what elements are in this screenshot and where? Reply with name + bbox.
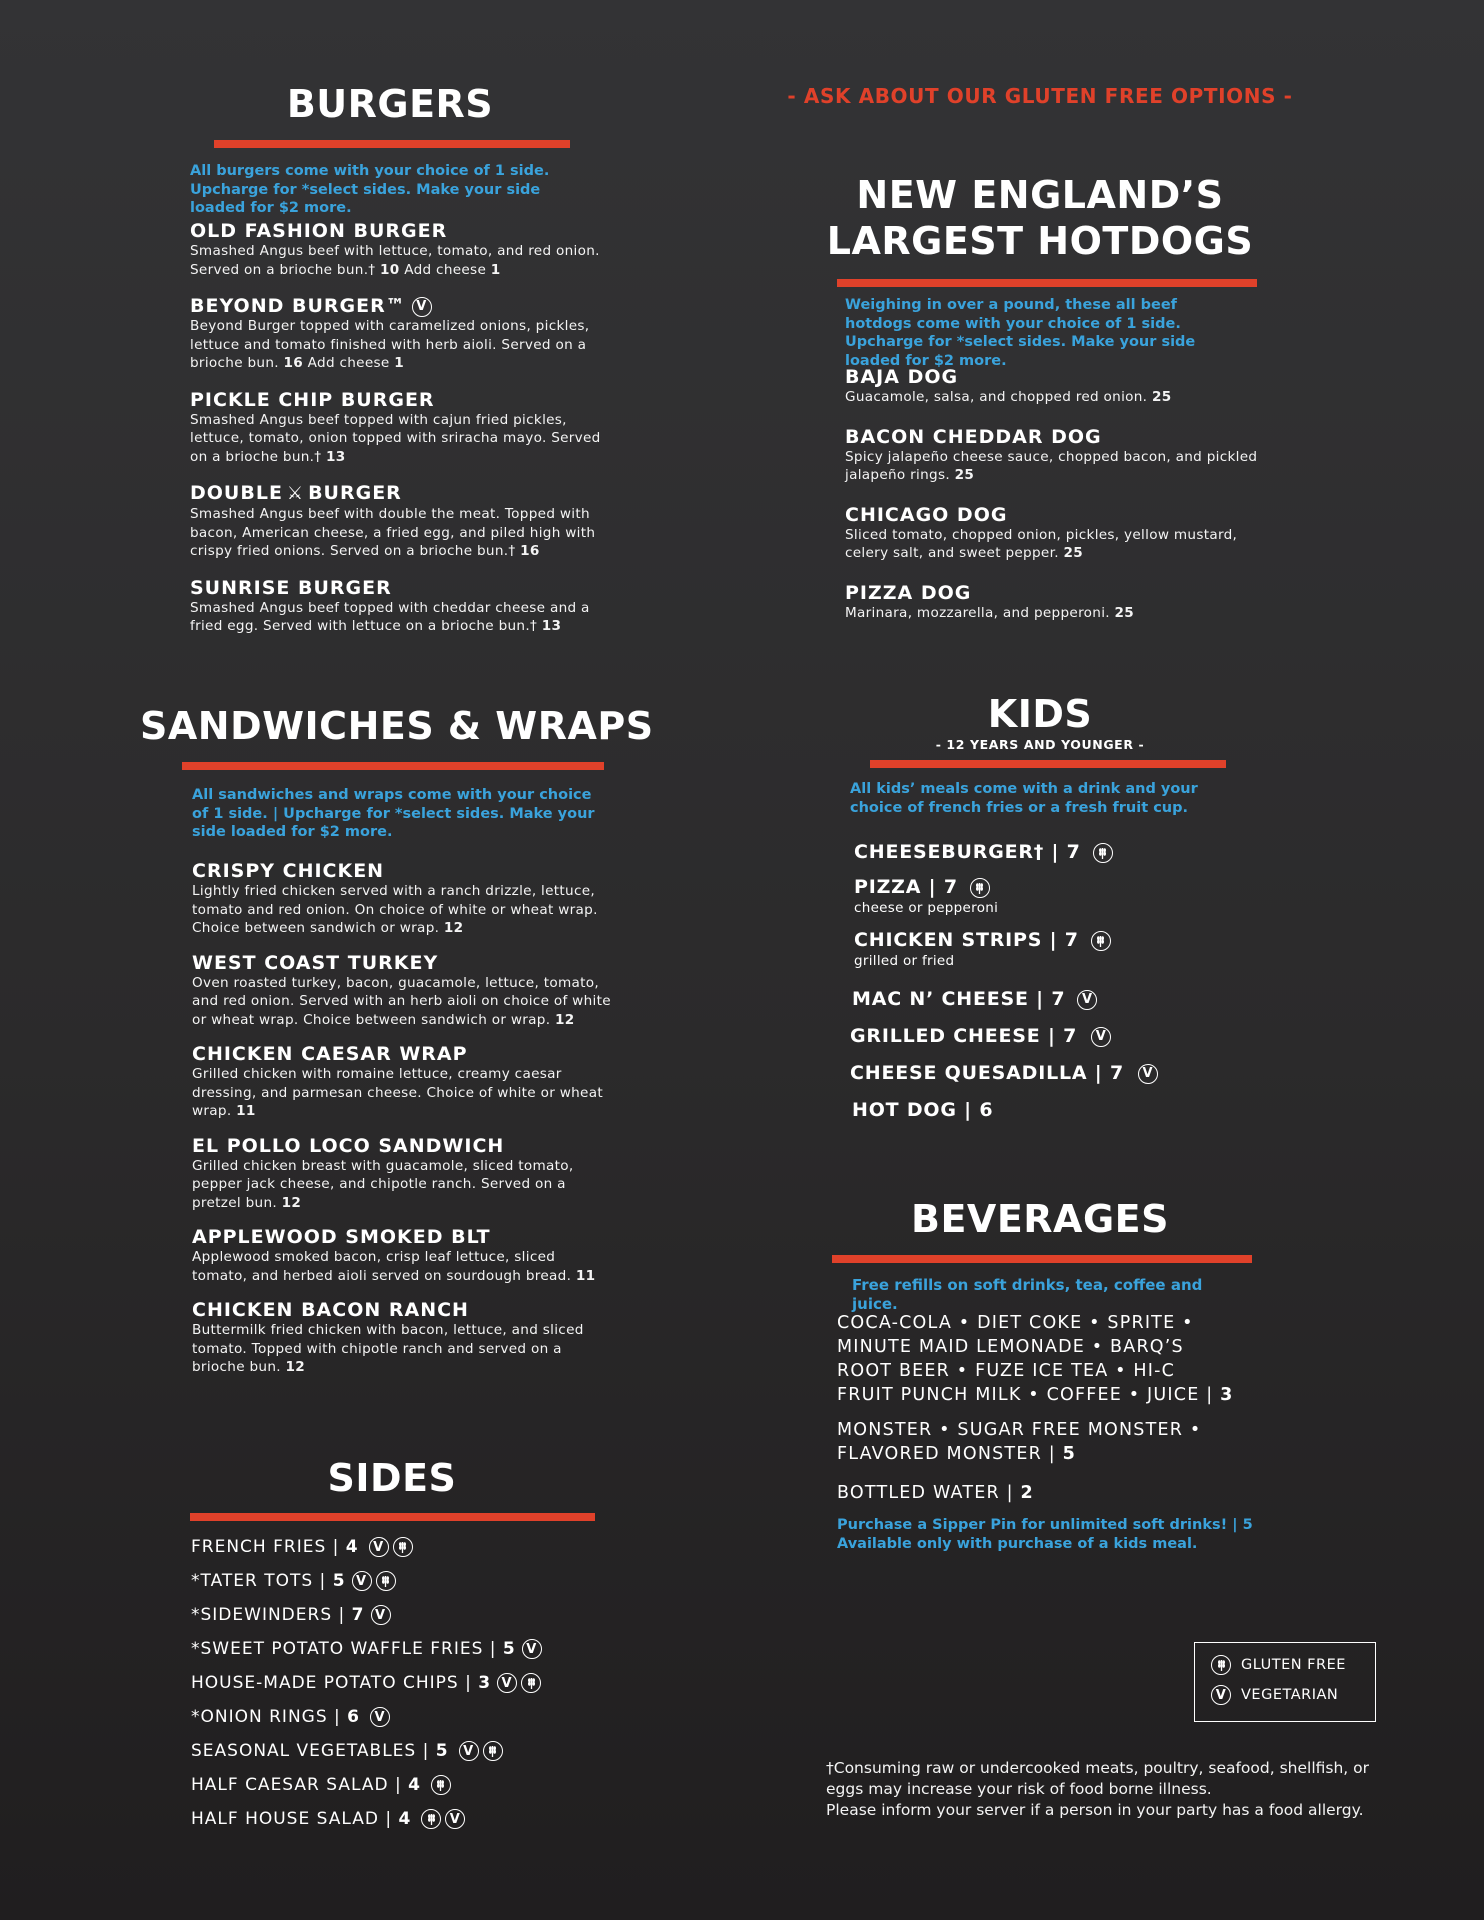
item-name: SUNRISE BURGER bbox=[190, 576, 392, 599]
item-name: CHICKEN CAESAR WRAP bbox=[192, 1043, 468, 1065]
kids-item: PIZZA | 7 cheese or pepperoni bbox=[854, 876, 999, 916]
menu-item bbox=[192, 1299, 612, 1377]
menu-item bbox=[190, 295, 610, 373]
burgers-divider bbox=[214, 140, 570, 148]
kids-item: GRILLED CHEESE | 7 V bbox=[850, 1025, 1111, 1047]
beverages-soft-drinks: COCA-COLA • DIET COKE • SPRITE • MINUTE MAID LEMONADE • BARQ’S ROOT BEER • FUZE ICE TEA • HI-C FRUIT PUNCH MILK • COFFEE • JUICE | 3 bbox=[837, 1313, 1234, 1405]
hotdogs-note: Weighing in over a pound, these all beef hotdogs come with your choice of 1 side. Upcharge for *select sides. Make your side loaded for $2 more. bbox=[845, 297, 1196, 369]
vegetarian-icon: V bbox=[370, 1707, 390, 1727]
side-item: HOUSE-MADE POTATO CHIPS | 3 V bbox=[191, 1673, 542, 1707]
kids-item: CHEESEBURGER† | 7 bbox=[854, 841, 1113, 863]
item-price: 10 bbox=[380, 261, 400, 278]
item-name: CHICAGO DOG bbox=[845, 503, 1008, 526]
kids-item-sub: grilled or fried bbox=[854, 953, 955, 969]
vegetarian-icon: V bbox=[1211, 1685, 1231, 1705]
menu-item bbox=[845, 582, 1265, 623]
item-desc: Smashed Angus beef with lettuce, tomato, and red onion. Served on a brioche bun.† 10 Add cheese 1 bbox=[190, 243, 600, 278]
side-item: *SIDEWINDERS | 7 V bbox=[191, 1605, 542, 1639]
vegetarian-icon: V bbox=[1091, 1027, 1111, 1047]
kids-divider bbox=[870, 760, 1226, 768]
item-desc: Lightly fried chicken served with a ranch drizzle, lettuce, tomato and red onion. On choice of white or wheat wrap. Choice between sandwich or wrap. 12 bbox=[192, 883, 598, 936]
kids-item: HOT DOG | 6 bbox=[852, 1099, 994, 1121]
gluten-free-banner: - ASK ABOUT OUR GLUTEN FREE OPTIONS - bbox=[787, 84, 1293, 108]
item-name: OLD FASHION BURGER bbox=[190, 220, 448, 242]
item-name: APPLEWOOD SMOKED BLT bbox=[192, 1226, 491, 1248]
icon-legend bbox=[1194, 1642, 1376, 1722]
burgers-list bbox=[190, 220, 610, 652]
sandwiches-note: All sandwiches and wraps come with your choice of 1 side. | Upcharge for *select sides. Make your side loaded for $2 more. bbox=[192, 787, 595, 840]
menu-item bbox=[190, 220, 610, 279]
side-item: HALF HOUSE SALAD | 4 V bbox=[191, 1809, 542, 1843]
item-desc: Buttermilk fried chicken with bacon, lettuce, and sliced tomato. Topped with chipotle ranch and served on a brioche bun. 12 bbox=[192, 1322, 584, 1375]
vegetarian-icon: V bbox=[369, 1537, 389, 1557]
item-desc: Grilled chicken with romaine lettuce, creamy caesar dressing, and parmesan cheese. Choice of white or wheat wrap. 11 bbox=[192, 1066, 603, 1119]
item-name: CRISPY CHICKEN bbox=[192, 860, 385, 882]
gluten-free-icon bbox=[1211, 1655, 1231, 1675]
sides-title: SIDES bbox=[327, 1456, 457, 1500]
menu-item bbox=[845, 426, 1265, 485]
kids-subtitle: - 12 YEARS AND YOUNGER - bbox=[935, 737, 1145, 752]
side-item: *SWEET POTATO WAFFLE FRIES | 5 V bbox=[191, 1639, 542, 1673]
gluten-free-icon bbox=[393, 1537, 413, 1557]
beverages-note: Free refills on soft drinks, tea, coffee and juice. bbox=[852, 1276, 1203, 1313]
vegetarian-icon: V bbox=[1077, 990, 1097, 1010]
menu-item bbox=[192, 1135, 612, 1213]
hotdogs-divider bbox=[837, 279, 1257, 287]
menu-item bbox=[192, 1226, 612, 1285]
sipper-pin-note: Purchase a Sipper Pin for unlimited soft drinks! | 5 Available only with purchase of a kids meal. bbox=[837, 1517, 1253, 1552]
vegetarian-icon: V bbox=[522, 1639, 542, 1659]
crossed-swords-icon: ⚔ bbox=[286, 483, 305, 504]
kids-title: KIDS bbox=[987, 692, 1093, 736]
item-name: CHICKEN BACON RANCH bbox=[192, 1299, 469, 1321]
item-name: PICKLE CHIP BURGER bbox=[190, 388, 435, 411]
item-name: WEST COAST TURKEY bbox=[192, 951, 439, 974]
vegetarian-icon: V bbox=[497, 1673, 517, 1693]
gluten-free-icon bbox=[521, 1673, 541, 1693]
menu-item bbox=[845, 366, 1265, 407]
sandwiches-title: SANDWICHES & WRAPS bbox=[140, 704, 654, 748]
burgers-note: All burgers come with your choice of 1 side. Upcharge for *select sides. Make your side loaded for $2 more. bbox=[190, 163, 550, 216]
vegetarian-icon: V bbox=[412, 297, 432, 317]
item-desc: Smashed Angus beef topped with cajun fried pickles, lettuce, tomato, onion topped with sriracha mayo. Served on a brioche bun.† 13 bbox=[190, 411, 601, 465]
item-name: BAJA DOG bbox=[845, 366, 959, 388]
beverages-divider bbox=[832, 1255, 1252, 1263]
menu-item bbox=[192, 1043, 612, 1121]
gluten-free-icon bbox=[970, 878, 990, 898]
vegetarian-icon: V bbox=[459, 1741, 479, 1761]
beverages-energy-drinks: MONSTER • SUGAR FREE MONSTER • FLAVORED MONSTER | 5 bbox=[837, 1420, 1202, 1464]
item-desc: Guacamole, salsa, and chopped red onion. 25 bbox=[845, 389, 1172, 405]
hotdogs-title: NEW ENGLAND’S LARGEST HOTDOGS bbox=[826, 173, 1254, 263]
kids-item: CHICKEN STRIPS | 7 grilled or fried bbox=[854, 929, 1111, 969]
side-item: HALF CAESAR SALAD | 4 bbox=[191, 1775, 542, 1809]
item-name: BACON CHEDDAR DOG bbox=[845, 425, 1102, 448]
item-desc: Smashed Angus beef with double the meat. Topped with bacon, American cheese, a fried egg, and piled high with crispy fried onions. Served on a brioche bun.† 16 bbox=[190, 506, 596, 559]
side-item: *TATER TOTS | 5 V bbox=[191, 1571, 542, 1605]
side-item: *ONION RINGS | 6 V bbox=[191, 1707, 542, 1741]
item-desc: Oven roasted turkey, bacon, guacamole, lettuce, tomato, and red onion. Served with an herb aioli on choice of white or wheat wrap. Choice between sandwich or wrap. 12 bbox=[192, 974, 611, 1028]
item-desc: Applewood smoked bacon, crisp leaf lettuce, sliced tomato, and herbed aioli served on sourdough bread. 11 bbox=[192, 1249, 596, 1284]
kids-note: All kids’ meals come with a drink and your choice of french fries or a fresh fruit cup. bbox=[850, 781, 1198, 816]
menu-item bbox=[190, 389, 610, 467]
menu-item bbox=[192, 952, 612, 1030]
beverages-title: BEVERAGES bbox=[911, 1197, 1169, 1241]
item-desc: Spicy jalapeño cheese sauce, chopped bacon, and pickled jalapeño rings. 25 bbox=[845, 448, 1258, 483]
item-desc: Grilled chicken breast with guacamole, sliced tomato, pepper jack cheese, and chipotle ranch. Served on a pretzel bun. 12 bbox=[192, 1157, 574, 1211]
beverages-water: BOTTLED WATER | 2 bbox=[837, 1483, 1034, 1503]
kids-item-sub: cheese or pepperoni bbox=[854, 900, 999, 916]
menu-item bbox=[845, 504, 1265, 563]
sides-list bbox=[191, 1537, 542, 1843]
gluten-free-icon bbox=[431, 1775, 451, 1795]
menu-item bbox=[190, 577, 610, 636]
vegetarian-icon: V bbox=[1138, 1064, 1158, 1084]
item-name: PIZZA DOG bbox=[845, 581, 972, 604]
side-item: FRENCH FRIES | 4 V bbox=[191, 1537, 542, 1571]
menu-item bbox=[192, 860, 612, 938]
sandwiches-list bbox=[192, 860, 612, 1393]
item-desc: Sliced tomato, chopped onion, pickles, yellow mustard, celery salt, and sweet pepper. 25 bbox=[845, 526, 1238, 561]
item-name: DOUBLE ⚔ BURGER bbox=[190, 482, 402, 504]
vegetarian-icon: V bbox=[371, 1605, 391, 1625]
sides-divider bbox=[190, 1513, 595, 1521]
food-safety-disclaimer: †Consuming raw or undercooked meats, poultry, seafood, shellfish, or eggs may increase your risk of food borne illness. Please inform your server if a person in your party has a food allergy. bbox=[826, 1759, 1370, 1819]
item-desc: Smashed Angus beef topped with cheddar cheese and a fried egg. Served with lettuce on a brioche bun.† 13 bbox=[190, 599, 590, 634]
legend-gluten-free: GLUTEN FREE bbox=[1241, 1657, 1346, 1673]
kids-item: MAC N’ CHEESE | 7 V bbox=[852, 988, 1097, 1010]
hotdogs-list bbox=[845, 366, 1265, 638]
gluten-free-icon bbox=[421, 1809, 441, 1829]
gluten-free-icon bbox=[1093, 843, 1113, 863]
gluten-free-icon bbox=[376, 1571, 396, 1591]
sandwiches-divider bbox=[182, 762, 604, 770]
vegetarian-icon: V bbox=[352, 1571, 372, 1591]
vegetarian-icon: V bbox=[445, 1809, 465, 1829]
item-desc: Beyond Burger topped with caramelized onions, pickles, lettuce and tomato finished with herb aioli. Served on a brioche bun. 16 Add cheese 1 bbox=[190, 318, 590, 371]
menu-item bbox=[190, 482, 610, 561]
item-name: BEYOND BURGER™ V bbox=[190, 295, 610, 317]
item-name: EL POLLO LOCO SANDWICH bbox=[192, 1134, 505, 1157]
item-desc: Marinara, mozzarella, and pepperoni. 25 bbox=[845, 604, 1135, 621]
kids-item: CHEESE QUESADILLA | 7 V bbox=[850, 1062, 1158, 1084]
legend-vegetarian: VEGETARIAN bbox=[1241, 1687, 1339, 1703]
burgers-title: BURGERS bbox=[286, 82, 494, 126]
gluten-free-icon bbox=[1091, 931, 1111, 951]
side-item: SEASONAL VEGETABLES | 5 V bbox=[191, 1741, 542, 1775]
gluten-free-icon bbox=[483, 1741, 503, 1761]
